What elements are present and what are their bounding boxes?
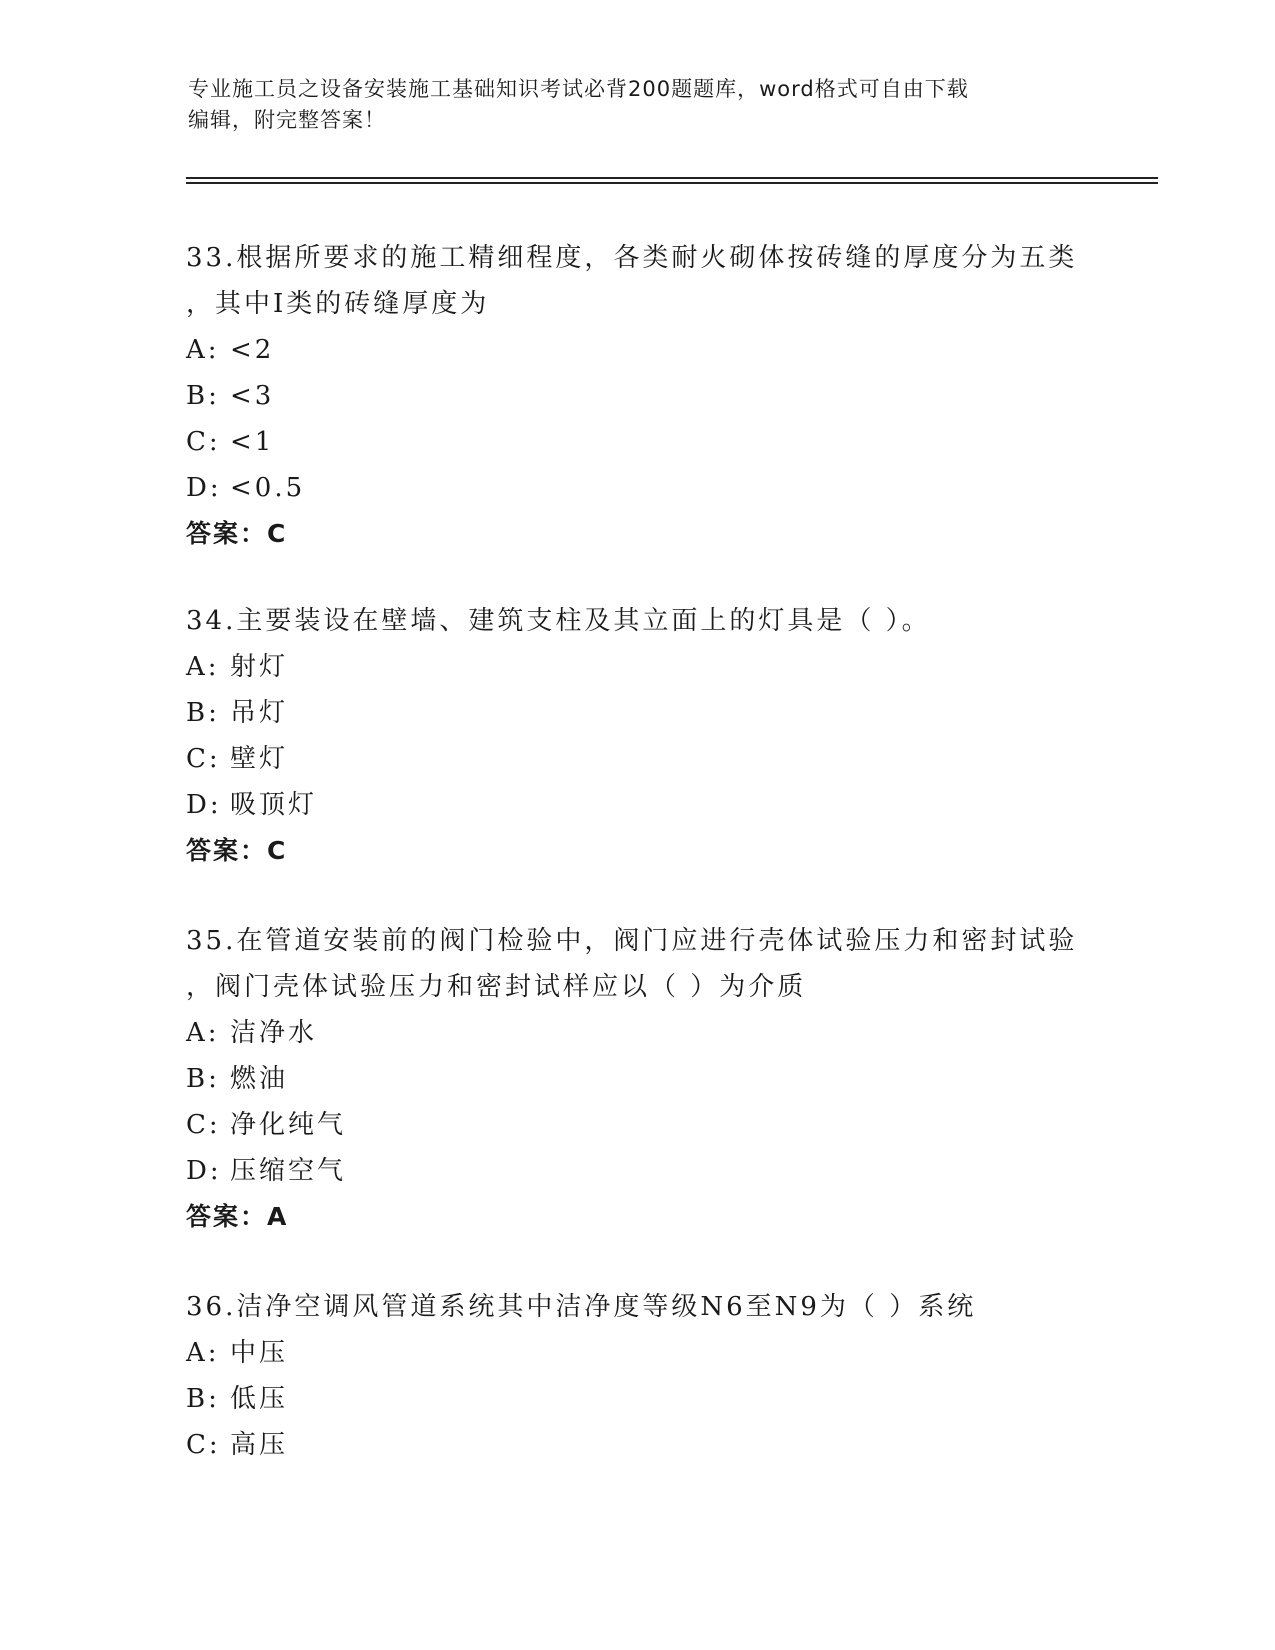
option-b bbox=[186, 1056, 1086, 1102]
option-label: D: bbox=[186, 790, 222, 820]
question-33 bbox=[186, 235, 1086, 557]
option-a bbox=[186, 644, 1086, 690]
option-text: 中压 bbox=[230, 1338, 289, 1368]
option-label: B: bbox=[186, 381, 220, 411]
option-text: 吸顶灯 bbox=[230, 790, 318, 820]
header-divider-bottom bbox=[186, 182, 1158, 184]
option-text: 净化纯气 bbox=[230, 1110, 347, 1140]
option-label: B: bbox=[186, 698, 220, 728]
option-a bbox=[186, 1330, 1086, 1376]
option-b bbox=[186, 373, 1086, 419]
answer: 答案：C bbox=[186, 519, 288, 548]
option-d bbox=[186, 782, 1086, 828]
option-label: A: bbox=[186, 652, 220, 682]
option-text: 射灯 bbox=[230, 652, 289, 682]
option-label: D: bbox=[186, 1156, 222, 1186]
option-text: 压缩空气 bbox=[230, 1156, 347, 1186]
option-label: C: bbox=[186, 427, 221, 457]
header-divider-top bbox=[186, 177, 1158, 179]
question-stem-line-1: 34.主要装设在壁墙、建筑支柱及其立面上的灯具是（ ）。 bbox=[186, 606, 931, 636]
option-label: C: bbox=[186, 1430, 221, 1460]
option-text: <3 bbox=[230, 381, 275, 411]
option-text: 吊灯 bbox=[230, 698, 289, 728]
option-c bbox=[186, 1422, 1086, 1468]
option-a bbox=[186, 327, 1086, 373]
option-d bbox=[186, 465, 1086, 511]
header-title-line-1: 专业施工员之设备安装施工基础知识考试必背200题题库，word格式可自由下载 bbox=[188, 77, 969, 101]
option-text: 洁净水 bbox=[230, 1018, 318, 1048]
question-stem-line-1: 36.洁净空调风管道系统其中洁净度等级N6至N9为（ ）系统 bbox=[186, 1292, 977, 1322]
question-stem-line-1: 35.在管道安装前的阀门检验中，阀门应进行壳体试验压力和密封试验 bbox=[186, 926, 1078, 956]
question-stem-line-1: 33.根据所要求的施工精细程度，各类耐火砌体按砖缝的厚度分为五类 bbox=[186, 243, 1078, 273]
option-label: C: bbox=[186, 1110, 221, 1140]
option-text: 壁灯 bbox=[230, 744, 289, 774]
option-label: A: bbox=[186, 335, 220, 365]
option-label: B: bbox=[186, 1384, 220, 1414]
answer: 答案：A bbox=[186, 1202, 289, 1231]
option-label: A: bbox=[186, 1018, 220, 1048]
option-text: <1 bbox=[230, 427, 275, 457]
option-label: A: bbox=[186, 1338, 220, 1368]
option-text: 低压 bbox=[230, 1384, 289, 1414]
question-36 bbox=[186, 1284, 1086, 1468]
option-b bbox=[186, 690, 1086, 736]
option-c bbox=[186, 419, 1086, 465]
option-text: 高压 bbox=[230, 1430, 289, 1460]
option-label: B: bbox=[186, 1064, 220, 1094]
option-text: 燃油 bbox=[230, 1064, 289, 1094]
option-label: C: bbox=[186, 744, 221, 774]
question-stem-line-2: ，其中Ⅰ类的砖缝厚度为 bbox=[186, 289, 490, 319]
option-c bbox=[186, 1102, 1086, 1148]
answer: 答案：C bbox=[186, 836, 288, 865]
option-c bbox=[186, 736, 1086, 782]
question-35 bbox=[186, 918, 1086, 1240]
option-text: <2 bbox=[230, 335, 275, 365]
question-stem-line-2: ，阀门壳体试验压力和密封试样应以（ ）为介质 bbox=[186, 972, 807, 1002]
option-text: <0.5 bbox=[230, 473, 306, 503]
document-header bbox=[188, 74, 1078, 136]
option-label: D: bbox=[186, 473, 222, 503]
option-d bbox=[186, 1148, 1086, 1194]
option-a bbox=[186, 1010, 1086, 1056]
option-b bbox=[186, 1376, 1086, 1422]
header-title-line-2: 编辑，附完整答案！ bbox=[188, 108, 386, 132]
question-34 bbox=[186, 598, 1086, 874]
